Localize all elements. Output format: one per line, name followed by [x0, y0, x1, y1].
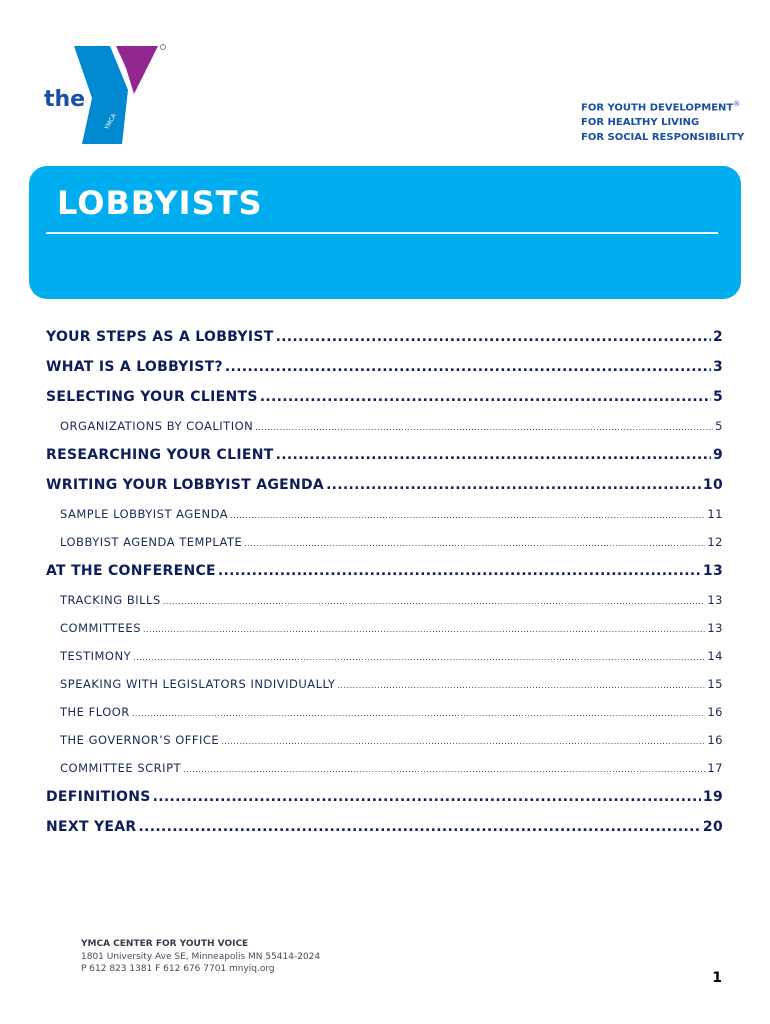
toc-dot-leader — [255, 414, 713, 440]
toc-section-entry[interactable] — [46, 470, 723, 500]
footer-org-name: YMCA CENTER FOR YOUTH VOICE — [81, 939, 249, 949]
toc-dot-leader — [225, 352, 711, 382]
toc-section-entry[interactable] — [46, 556, 723, 586]
toc-dot-leader — [326, 470, 701, 500]
title-banner — [29, 166, 741, 299]
toc-subsection-entry[interactable] — [46, 670, 723, 698]
toc-subsection-entry[interactable] — [46, 726, 723, 754]
toc-entry-label: RESEARCHING YOUR CLIENT — [46, 447, 274, 463]
tagline-line-1: FOR YOUTH DEVELOPMENT — [581, 102, 734, 114]
toc-entry-page-number: 16 — [707, 705, 723, 719]
toc-entry-label: WRITING YOUR LOBBYIST AGENDA — [46, 477, 325, 493]
toc-entry-label: ORGANIZATIONS BY COALITION — [60, 419, 254, 433]
toc-section-entry[interactable] — [46, 352, 723, 382]
toc-entry-label: SELECTING YOUR CLIENTS — [46, 389, 258, 405]
toc-entry-label: LOBBYIST AGENDA TEMPLATE — [60, 535, 243, 549]
toc-dot-leader — [276, 322, 711, 352]
tagline-line-3: FOR SOCIAL RESPONSIBILITY — [581, 132, 745, 144]
toc-entry-page-number: 19 — [702, 789, 723, 805]
toc-entry-page-number: 13 — [702, 563, 723, 579]
toc-subsection-entry[interactable] — [46, 500, 723, 528]
toc-dot-leader — [143, 616, 705, 642]
logo-small-text: YMCA — [103, 112, 118, 131]
toc-dot-leader — [163, 588, 706, 614]
toc-section-entry[interactable] — [46, 812, 723, 842]
toc-dot-leader — [183, 756, 705, 782]
toc-entry-label: SAMPLE LOBBYIST AGENDA — [60, 507, 229, 521]
toc-entry-label: TESTIMONY — [60, 649, 132, 663]
toc-section-entry[interactable] — [46, 382, 723, 412]
toc-entry-page-number: 11 — [707, 507, 723, 521]
tagline — [581, 97, 744, 145]
toc-section-entry[interactable] — [46, 782, 723, 812]
toc-entry-label: SPEAKING WITH LEGISLATORS INDIVIDUALLY — [60, 677, 336, 691]
table-of-contents — [46, 322, 723, 842]
page-number: 1 — [712, 970, 722, 986]
toc-entry-label: AT THE CONFERENCE — [46, 563, 216, 579]
toc-entry-page-number: 17 — [707, 761, 723, 775]
toc-entry-page-number: 12 — [707, 535, 723, 549]
toc-dot-leader — [218, 556, 701, 586]
toc-entry-page-number: 16 — [707, 733, 723, 747]
toc-dot-leader — [153, 782, 701, 812]
toc-entry-label: THE GOVERNOR’S OFFICE — [60, 733, 220, 747]
toc-dot-leader — [244, 530, 705, 556]
toc-entry-label: WHAT IS A LOBBYIST? — [46, 359, 223, 375]
toc-subsection-entry[interactable] — [46, 528, 723, 556]
toc-entry-label: NEXT YEAR — [46, 819, 137, 835]
toc-entry-page-number: 2 — [712, 329, 723, 345]
toc-dot-leader — [221, 728, 705, 754]
toc-subsection-entry[interactable] — [46, 586, 723, 614]
toc-dot-leader — [133, 644, 705, 670]
toc-section-entry[interactable] — [46, 440, 723, 470]
toc-dot-leader — [337, 672, 705, 698]
ymca-y-logo-icon — [44, 40, 176, 144]
toc-dot-leader — [230, 502, 705, 528]
toc-entry-page-number: 15 — [707, 677, 723, 691]
toc-entry-page-number: 20 — [702, 819, 723, 835]
toc-entry-label: DEFINITIONS — [46, 789, 151, 805]
tagline-line-2: FOR HEALTHY LIVING — [581, 117, 700, 129]
footer-address — [81, 938, 320, 976]
toc-entry-page-number: 13 — [707, 621, 723, 635]
toc-subsection-entry[interactable] — [46, 412, 723, 440]
toc-entry-label: THE FLOOR — [60, 705, 130, 719]
toc-subsection-entry[interactable] — [46, 614, 723, 642]
ymca-logo — [44, 40, 176, 144]
toc-dot-leader — [132, 700, 706, 726]
toc-entry-label: COMMITTEES — [60, 621, 141, 635]
toc-entry-page-number: 10 — [702, 477, 723, 493]
toc-entry-page-number: 13 — [707, 593, 723, 607]
toc-dot-leader — [139, 812, 701, 842]
toc-entry-label: COMMITTEE SCRIPT — [60, 761, 182, 775]
toc-subsection-entry[interactable] — [46, 642, 723, 670]
page-title: LOBBYISTS — [57, 184, 263, 222]
toc-entry-page-number: 9 — [712, 447, 723, 463]
toc-entry-page-number: 5 — [712, 389, 723, 405]
registered-mark-icon: ® — [733, 100, 741, 108]
footer-contact-line: P 612 823 1381 F 612 676 7701 mnyiq.org — [81, 964, 275, 974]
footer-street-address: 1801 University Ave SE, Minneapolis MN 55414-2024 — [81, 951, 321, 962]
toc-entry-page-number: 3 — [712, 359, 723, 375]
toc-entry-page-number: 14 — [707, 649, 723, 663]
toc-entry-label: TRACKING BILLS — [60, 593, 161, 607]
registered-mark-icon — [161, 45, 166, 50]
toc-subsection-entry[interactable] — [46, 754, 723, 782]
toc-section-entry[interactable] — [46, 322, 723, 352]
logo-wordmark: the — [44, 87, 86, 112]
toc-entry-page-number: 5 — [715, 419, 723, 433]
toc-dot-leader — [260, 382, 711, 412]
toc-entry-label: YOUR STEPS AS A LOBBYIST — [46, 329, 274, 345]
toc-dot-leader — [276, 440, 711, 470]
toc-subsection-entry[interactable] — [46, 698, 723, 726]
banner-divider — [46, 232, 718, 234]
